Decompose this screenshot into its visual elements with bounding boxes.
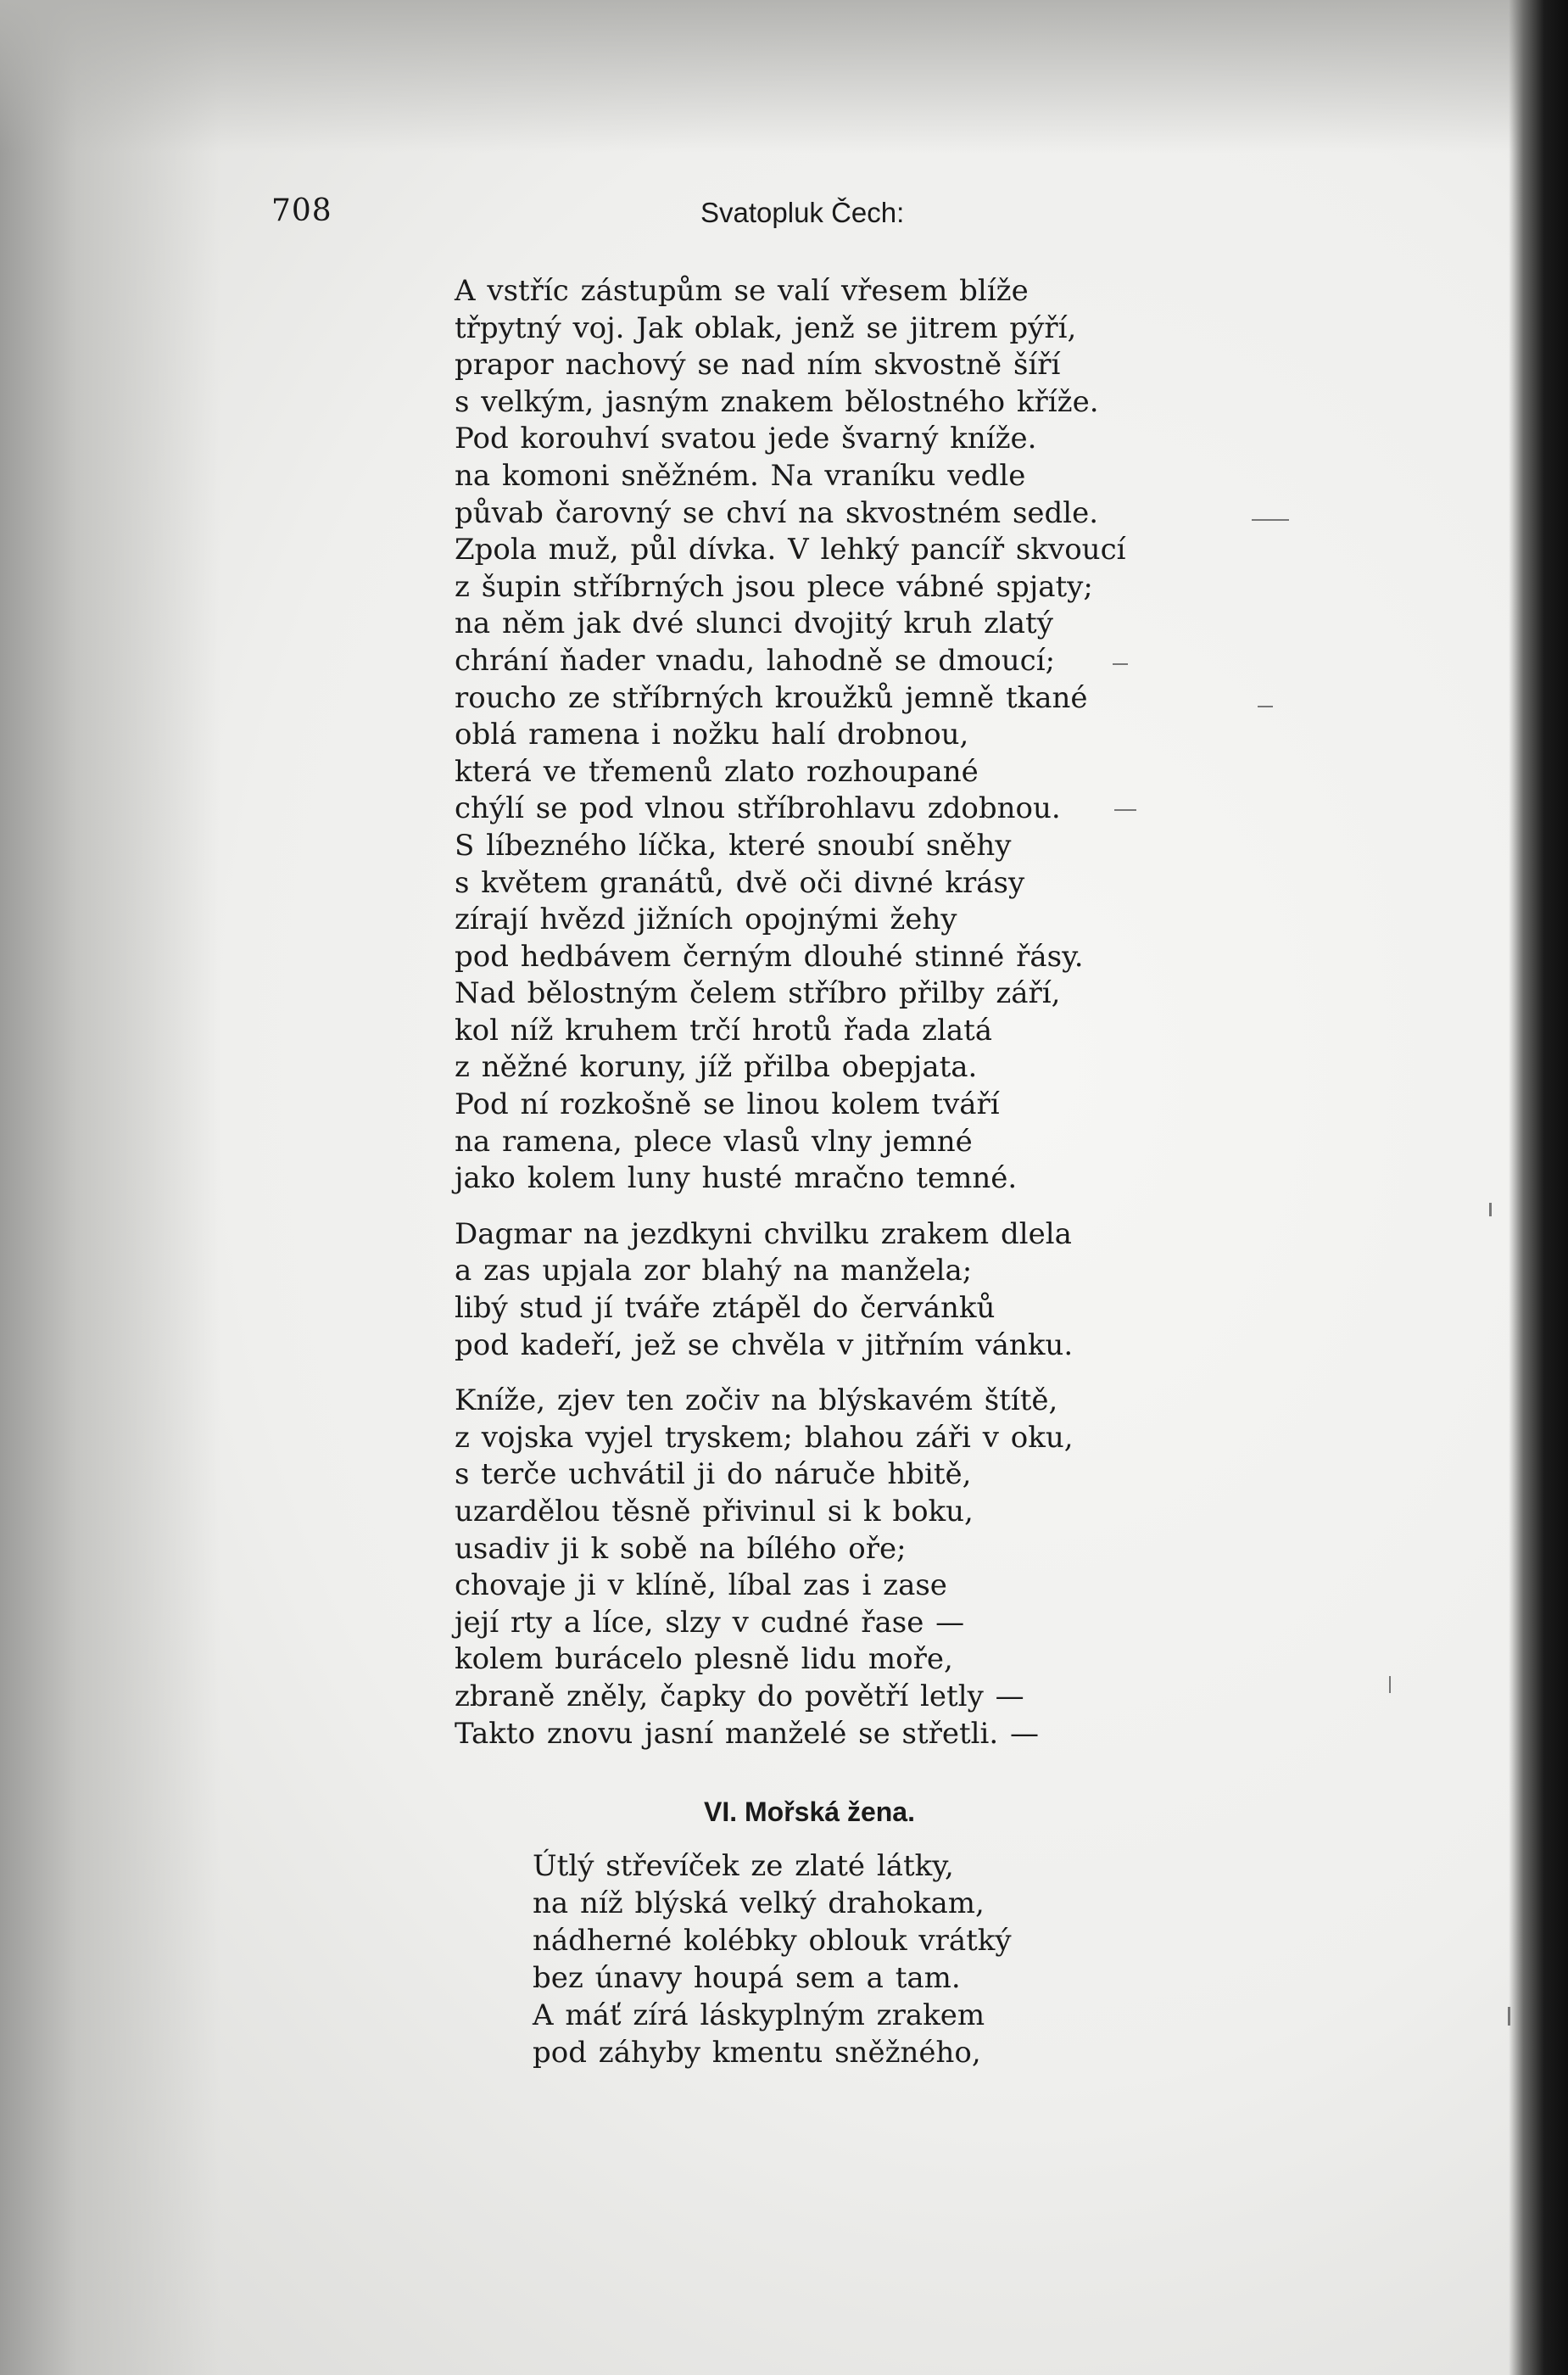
page-shadow-left (0, 0, 220, 2375)
section-line: nádherné kolébky oblouk vrátký (533, 1924, 1012, 1958)
stanza (455, 1216, 1269, 1364)
stanza (455, 273, 1269, 1198)
section-poem (533, 1847, 1296, 2071)
stanza (455, 1383, 1269, 1752)
section-line: na níž blýská velký drahokam, (533, 1886, 985, 1920)
poem-line: s terče uchvátil ji do náruče hbitě, (455, 1457, 972, 1492)
poem-line: z něžné koruny, jíž přilba obepjata. (455, 1050, 978, 1085)
poem-line: roucho ze stříbrných kroužků jemně tkané (455, 680, 1088, 715)
poem-line: na něm jak dvé slunci dvojitý kruh zlatý (455, 606, 1053, 641)
poem-line: kol níž kruhem trčí hrotů řada zlatá (455, 1013, 993, 1048)
scan-speck (1508, 2007, 1510, 2026)
poem-body (455, 273, 1269, 1752)
poem-line: Kníže, zjev ten zočiv na blýskavém štítě, (455, 1383, 1058, 1418)
poem-line: z vojska vyjel tryskem; blahou záři v oku, (455, 1420, 1074, 1455)
running-head (271, 193, 1119, 236)
poem-line: chýlí se pod vlnou stříbrohlavu zdobnou. (455, 791, 1061, 826)
page-shadow-top (0, 0, 1568, 153)
poem-line: Takto znovu jasní manželé se střetli. — (455, 1716, 1040, 1751)
section-line: Útlý střevíček ze zlaté látky, (533, 1849, 954, 1883)
running-title: Svatopluk Čech: (700, 197, 905, 228)
section-line: pod záhyby kmentu sněžného, (533, 2036, 981, 2070)
poem-line: na komoni sněžném. Na vraníku vedle (455, 458, 1026, 493)
poem-line: s velkým, jasným znakem bělostného kříže. (455, 384, 1099, 419)
scan-speck (1389, 1676, 1391, 1693)
poem-line: z šupin stříbrných jsou plece vábné spjaty; (455, 569, 1093, 604)
poem-line: Pod ní rozkošně se linou kolem tváří (455, 1087, 1000, 1122)
poem-line: uzardělou těsně přivinul si k boku, (455, 1495, 974, 1528)
poem-line: Pod korouhví svatou jede švarný kníže. (455, 422, 1037, 456)
poem-line: prapor nachový se nad ním skvostně šíří (455, 348, 1061, 383)
poem-line: Zpola muž, půl dívka. V lehký pancíř skvoucí (455, 533, 1126, 567)
scan-speck (1114, 809, 1136, 811)
poem-line: která ve třemenů zlato rozhoupané (455, 754, 979, 789)
poem-line: jako kolem luny husté mračno temné. (455, 1161, 1018, 1196)
poem-line: zbraně zněly, čapky do povětří letly — (455, 1679, 1024, 1713)
poem-line: pod kadeří, jež se chvěla v jitřním vánku. (455, 1327, 1074, 1362)
poem-line: A vstříc zástupům se valí vřesem blíže (455, 274, 1029, 308)
poem-line: chrání ňader vnadu, lahodně se dmoucí; (455, 643, 1056, 678)
poem-line: libý stud jí tváře ztápěl do červánků (455, 1291, 996, 1326)
section-line: A máť zírá láskyplným zrakem (533, 1998, 985, 2032)
scan-speck (1252, 519, 1289, 521)
poem-line: S líbezného líčka, které snoubí sněhy (455, 828, 1012, 863)
book-binding-edge (1509, 0, 1568, 2375)
poem-line: kolem burácelo plesně lidu moře, (455, 1642, 953, 1677)
poem-line: na ramena, plece vlasů vlny jemné (455, 1124, 973, 1159)
scan-speck (1258, 706, 1273, 707)
poem-line: s květem granátů, dvě oči divné krásy (455, 865, 1025, 900)
poem-line: třpytný voj. Jak oblak, jenž se jitrem pýří, (455, 310, 1077, 345)
scan-speck (1113, 663, 1128, 665)
poem-line: Nad bělostným čelem stříbro přilby září, (455, 976, 1061, 1011)
page-number: 708 (271, 193, 332, 228)
poem-line: Dagmar na jezdkyni chvilku zrakem dlela (455, 1216, 1072, 1251)
poem-line: oblá ramena i nožku halí drobnou, (455, 718, 969, 752)
section-title: VI. Mořská žena. (704, 1797, 915, 1827)
poem-line: zírají hvězd jižních opojnými žehy (455, 902, 957, 937)
scan-speck (1489, 1203, 1492, 1216)
section-line: bez únavy houpá sem a tam. (533, 1961, 961, 1995)
poem-line: a zas upjala zor blahý na manžela; (455, 1254, 973, 1288)
poem-line: pod hedbávem černým dlouhé stinné řásy. (455, 939, 1084, 974)
poem-line: chovaje ji v klíně, líbal zas i zase (455, 1568, 947, 1603)
poem-line: usadiv ji k sobě na bílého oře; (455, 1531, 907, 1566)
poem-line: půvab čarovný se chví na skvostném sedle. (455, 495, 1099, 530)
poem-line: její rty a líce, slzy v cudné řase — (455, 1605, 965, 1640)
